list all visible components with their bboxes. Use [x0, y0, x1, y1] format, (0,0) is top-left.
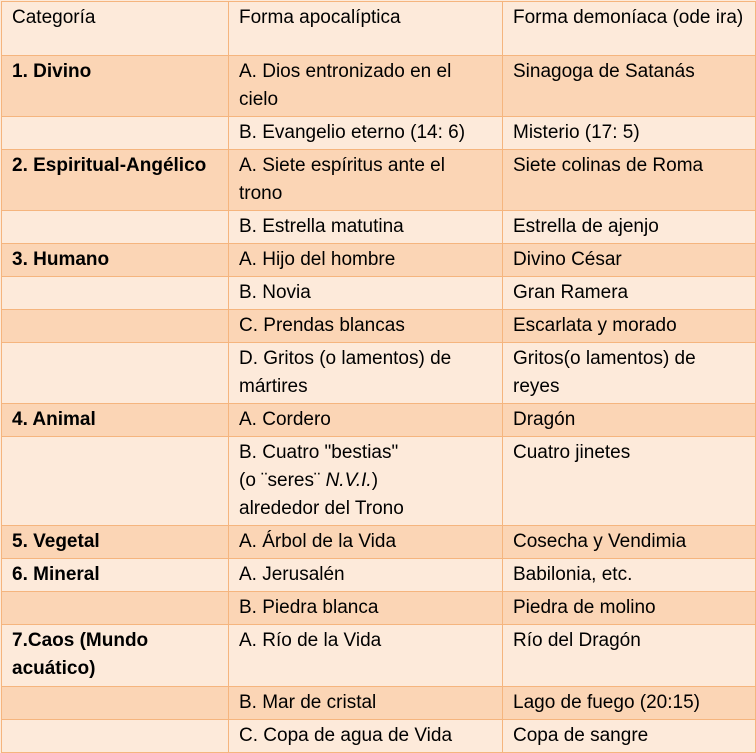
- table-row: [2, 244, 756, 277]
- demonic-cell: Divino César: [503, 244, 756, 277]
- apocalyptic-cell: A. Cordero: [229, 404, 503, 437]
- apocalyptic-line: (o ¨seres¨: [239, 470, 326, 491]
- apocalyptic-cell: A. Río de la Vida: [229, 625, 503, 687]
- category-cell: [2, 211, 229, 244]
- demonic-cell: Sinagoga de Satanás: [503, 56, 756, 117]
- demonic-cell: Cuatro jinetes: [503, 437, 756, 526]
- apocalyptic-cell: B. Piedra blanca: [229, 592, 503, 625]
- category-cell: 5. Vegetal: [2, 526, 229, 559]
- apocalyptic-cell: D. Gritos (o lamentos) de mártires: [229, 343, 503, 404]
- table-row: [2, 559, 756, 592]
- category-cell: [2, 687, 229, 720]
- apocalyptic-cell: A. Siete espíritus ante el trono: [229, 150, 503, 211]
- apocalyptic-cell: B. Estrella matutina: [229, 211, 503, 244]
- header-demonic: Forma demoníaca (ode ira): [503, 2, 756, 56]
- category-cell: 3. Humano: [2, 244, 229, 277]
- category-cell: 1. Divino: [2, 56, 229, 117]
- demonic-cell: Misterio (17: 5): [503, 117, 756, 150]
- table-row: [2, 117, 756, 150]
- table-row: [2, 687, 756, 720]
- category-cell: 2. Espiritual-Angélico: [2, 150, 229, 211]
- table-row: [2, 277, 756, 310]
- demonic-cell: Lago de fuego (20:15): [503, 687, 756, 720]
- apocalyptic-cell: C. Prendas blancas: [229, 310, 503, 343]
- category-cell: [2, 310, 229, 343]
- nvi-abbreviation: N.V.I.: [325, 470, 372, 491]
- demonic-cell: Babilonia, etc.: [503, 559, 756, 592]
- demonic-cell: Piedra de molino: [503, 592, 756, 625]
- demonic-cell: Gran Ramera: [503, 277, 756, 310]
- apocalyptic-cell: A. Hijo del hombre: [229, 244, 503, 277]
- category-cell: [2, 437, 229, 526]
- demonic-cell: Estrella de ajenjo: [503, 211, 756, 244]
- category-cell: 6. Mineral: [2, 559, 229, 592]
- table-row: [2, 310, 756, 343]
- table-row: [2, 343, 756, 404]
- table-row: [2, 625, 756, 687]
- apocalyptic-line: alrededor del Trono: [239, 498, 404, 519]
- demonic-cell: Cosecha y Vendimia: [503, 526, 756, 559]
- table-row: [2, 56, 756, 117]
- apocalyptic-cell: A. Árbol de la Vida: [229, 526, 503, 559]
- table-row: [2, 592, 756, 625]
- apocalyptic-cell: B. Evangelio eterno (14: 6): [229, 117, 503, 150]
- apocalyptic-line: B. Cuatro "bestias": [239, 442, 399, 463]
- apocalyptic-cell: A. Dios entronizado en el cielo: [229, 56, 503, 117]
- apocalyptic-cell: C. Copa de agua de Vida: [229, 720, 503, 753]
- demonic-cell: Escarlata y morado: [503, 310, 756, 343]
- header-row: [2, 2, 756, 56]
- header-category: Categoría: [2, 2, 229, 56]
- demonic-cell: Copa de sangre: [503, 720, 756, 753]
- category-cell: [2, 277, 229, 310]
- category-cell: 7.Caos (Mundo acuático): [2, 625, 229, 687]
- apocalyptic-cell: A. Jerusalén: [229, 559, 503, 592]
- apocalyptic-cell: [229, 437, 503, 526]
- table-row: [2, 211, 756, 244]
- demonic-cell: Gritos(o lamentos) de reyes: [503, 343, 756, 404]
- apocalyptic-cell: B. Novia: [229, 277, 503, 310]
- table-row: [2, 526, 756, 559]
- table-row: [2, 150, 756, 211]
- category-cell: 4. Animal: [2, 404, 229, 437]
- symbolism-table: [1, 1, 756, 753]
- category-cell: [2, 117, 229, 150]
- table-row: [2, 720, 756, 753]
- table-row: [2, 404, 756, 437]
- category-cell: [2, 592, 229, 625]
- apocalyptic-line: ): [371, 470, 379, 491]
- demonic-cell: Siete colinas de Roma: [503, 150, 756, 211]
- table-row: [2, 437, 756, 526]
- demonic-cell: Río del Dragón: [503, 625, 756, 687]
- apocalyptic-cell: B. Mar de cristal: [229, 687, 503, 720]
- demonic-cell: Dragón: [503, 404, 756, 437]
- category-cell: [2, 343, 229, 404]
- header-apocalyptic: Forma apocalíptica: [229, 2, 503, 56]
- category-cell: [2, 720, 229, 753]
